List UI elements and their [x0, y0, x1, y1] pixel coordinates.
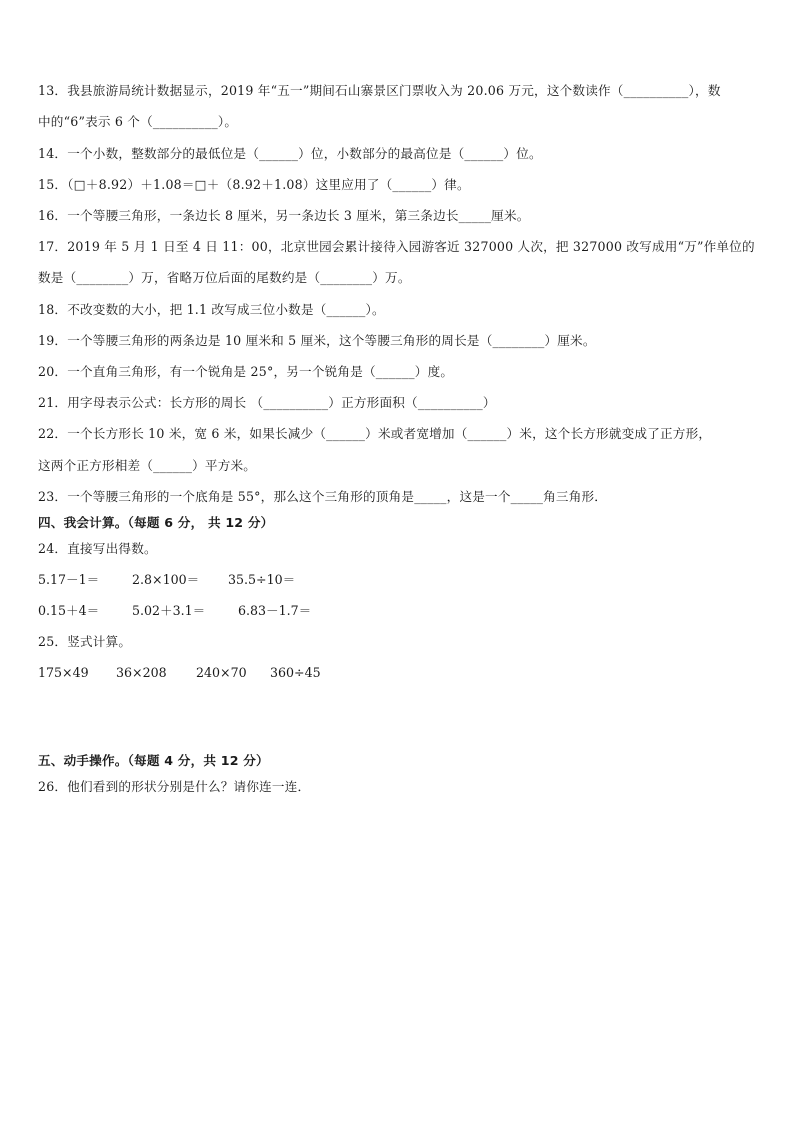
calc-item: 5.02＋3.1＝: [132, 603, 206, 618]
question-14: 14．一个小数，整数部分的最低位是（______）位，小数部分的最高位是（______）位。: [38, 146, 542, 161]
calc-item: 5.17－1＝: [38, 572, 100, 587]
calc-item: 360÷45: [270, 665, 321, 680]
question-22-line-1: 22．一个长方形长 10 米，宽 6 米，如果长减少（______）米或者宽增加（______）米，这个长方形就变成了正方形，: [38, 426, 712, 441]
calc-item: 0.15＋4＝: [38, 603, 100, 618]
calc-item: 6.83－1.7＝: [238, 603, 312, 618]
calc-item: 2.8×100＝: [132, 572, 200, 587]
calc-item: 240×70: [196, 665, 247, 680]
question-18: 18．不改变数的大小，把 1.1 改写成三位小数是（______）。: [38, 302, 385, 317]
question-26: 26．他们看到的形状分别是什么？请你连一连．: [38, 779, 311, 794]
question-17-line-1: 17．2019 年 5 月 1 日至 4 日 11：00，北京世园会累计接待入园游客近 327000 人次，把 327000 改写成用“万”作单位的: [38, 239, 755, 254]
question-20: 20．一个直角三角形，有一个锐角是 25°，另一个锐角是（______）度。: [38, 364, 454, 379]
question-19: 19．一个等腰三角形的两条边是 10 厘米和 5 厘米，这个等腰三角形的周长是（________）厘米。: [38, 333, 596, 348]
question-21: 21．用字母表示公式：长方形的周长 （__________）正方形面积（__________）: [38, 395, 496, 410]
question-15: 15．（□＋8.92）＋1.08＝□＋（8.92＋1.08）这里应用了（______）律。: [38, 177, 470, 192]
calc-item: 35.5÷10＝: [228, 572, 296, 587]
question-16: 16．一个等腰三角形，一条边长 8 厘米，另一条边长 3 厘米，第三条边长_____厘米。: [38, 208, 530, 223]
section-5-heading: 五、动手操作。（每题 4 分，共 12 分）: [38, 753, 269, 768]
question-24: 24．直接写出得数。: [38, 541, 157, 556]
question-13-line-2: 中的“6”表示 6 个（__________）。: [38, 114, 238, 129]
calc-item: 36×208: [116, 665, 167, 680]
section-4-heading: 四、我会计算。（每题 6 分， 共 12 分）: [38, 515, 274, 530]
question-23: 23．一个等腰三角形的一个底角是 55°，那么这个三角形的顶角是_____，这是一个_____角三角形．: [38, 489, 608, 504]
question-25: 25．竖式计算。: [38, 634, 132, 649]
question-17-line-2: 数是（________）万，省略万位后面的尾数约是（________）万。: [38, 270, 411, 285]
question-13-line-1: 13．我县旅游局统计数据显示，2019 年“五一”期间石山寨景区门票收入为 20.06 万元，这个数读作（__________），数: [38, 83, 721, 98]
calc-item: 175×49: [38, 665, 89, 680]
question-22-line-2: 这两个正方形相差（______）平方米。: [38, 458, 257, 473]
